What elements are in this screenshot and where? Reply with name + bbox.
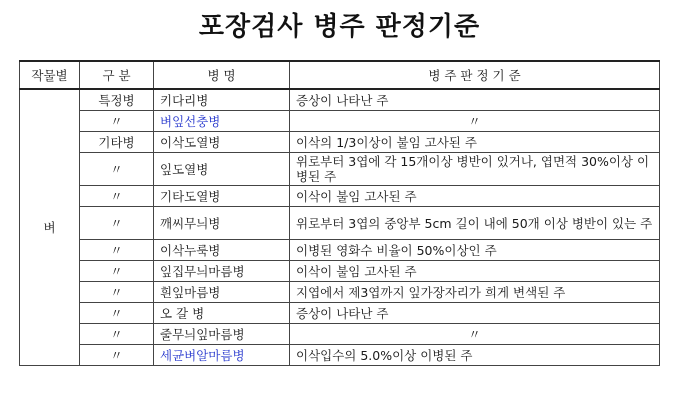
criteria-cell: 지엽에서 제3엽까지 잎가장자리가 희게 변색된 주 — [290, 282, 660, 303]
criteria-cell: 〃 — [290, 111, 660, 132]
category-cell: 기타병 — [80, 132, 154, 153]
crop-cell: 벼 — [20, 89, 80, 366]
disease-cell: 이삭누룩병 — [154, 240, 290, 261]
criteria-cell: 이삭이 불임 고사된 주 — [290, 186, 660, 207]
header-criteria: 병 주 판 정 기 준 — [290, 61, 660, 89]
disease-cell: 세균벼알마름병 — [154, 345, 290, 366]
table-row — [20, 324, 660, 345]
criteria-cell: 이삭이 불임 고사된 주 — [290, 261, 660, 282]
category-cell: 〃 — [80, 261, 154, 282]
table-row — [20, 89, 660, 111]
criteria-cell: 위로부터 3엽에 각 15개이상 병반이 있거나, 엽면적 30%이상 이병된 주 — [290, 153, 660, 186]
criteria-cell: 이삭입수의 5.0%이상 이병된 주 — [290, 345, 660, 366]
category-cell: 특정병 — [80, 89, 154, 111]
table-row — [20, 132, 660, 153]
category-cell: 〃 — [80, 303, 154, 324]
table-row — [20, 207, 660, 240]
category-cell: 〃 — [80, 282, 154, 303]
header-crop: 작물별 — [20, 61, 80, 89]
category-cell: 〃 — [80, 207, 154, 240]
table-row — [20, 282, 660, 303]
table-row — [20, 303, 660, 324]
disease-cell: 이삭도열병 — [154, 132, 290, 153]
criteria-cell: 이병된 영화수 비율이 50%이상인 주 — [290, 240, 660, 261]
category-cell: 〃 — [80, 153, 154, 186]
disease-cell: 흰잎마름병 — [154, 282, 290, 303]
category-cell: 〃 — [80, 111, 154, 132]
table-row — [20, 153, 660, 186]
disease-cell: 키다리병 — [154, 89, 290, 111]
category-cell: 〃 — [80, 324, 154, 345]
table-row — [20, 261, 660, 282]
criteria-cell: 위로부터 3엽의 중앙부 5cm 길이 내에 50개 이상 병반이 있는 주 — [290, 207, 660, 240]
table-row — [20, 186, 660, 207]
header-category: 구 분 — [80, 61, 154, 89]
category-cell: 〃 — [80, 186, 154, 207]
criteria-cell: 이삭의 1/3이상이 불임 고사된 주 — [290, 132, 660, 153]
table-row — [20, 240, 660, 261]
category-cell: 〃 — [80, 240, 154, 261]
disease-cell: 잎도열병 — [154, 153, 290, 186]
criteria-table — [19, 60, 660, 366]
disease-cell: 깨씨무늬병 — [154, 207, 290, 240]
disease-cell: 기타도열병 — [154, 186, 290, 207]
table-header-row — [20, 61, 660, 89]
table-row — [20, 345, 660, 366]
table-row — [20, 111, 660, 132]
disease-cell: 오 갈 병 — [154, 303, 290, 324]
criteria-cell: 증상이 나타난 주 — [290, 303, 660, 324]
disease-cell: 벼잎선충병 — [154, 111, 290, 132]
page-title: 포장검사 병주 판정기준 — [198, 12, 481, 42]
category-cell: 〃 — [80, 345, 154, 366]
criteria-cell: 증상이 나타난 주 — [290, 89, 660, 111]
disease-cell: 잎집무늬마름병 — [154, 261, 290, 282]
disease-cell: 줄무늬잎마름병 — [154, 324, 290, 345]
criteria-cell: 〃 — [290, 324, 660, 345]
header-disease: 병 명 — [154, 61, 290, 89]
